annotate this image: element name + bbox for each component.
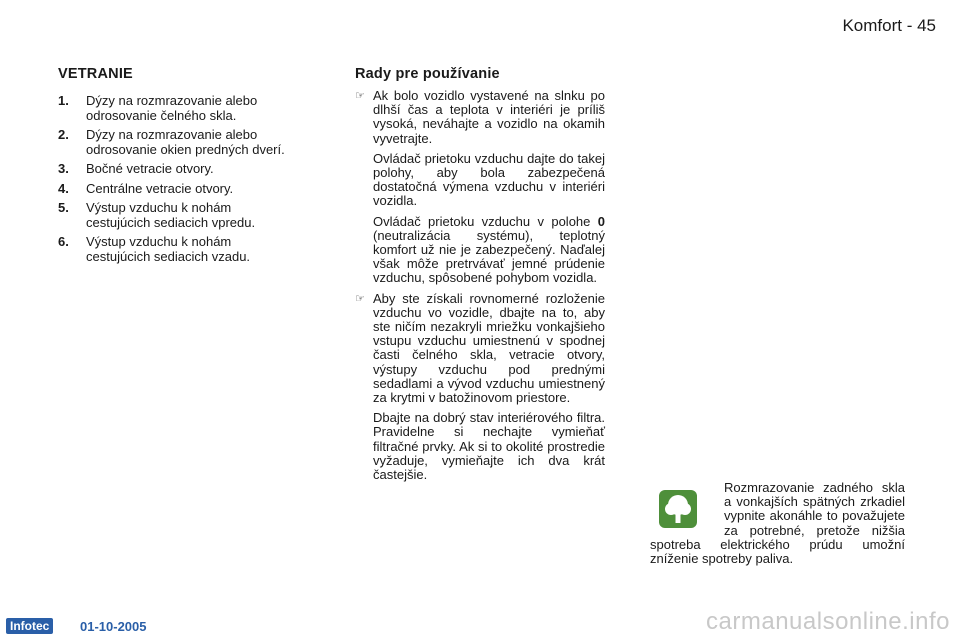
list-item (58, 182, 298, 197)
item-number: 4. (58, 180, 69, 196)
tip-item (355, 89, 605, 286)
tips-section (355, 89, 605, 488)
list-item (58, 235, 298, 264)
tip-paragraph: Ovládač prietoku vzduchu v polohe 0 (neutralizácia systému), teplotný komfort už nie je zabezpečený. Naďalej však môže pretrvávať jemné prúdenie vzduchu, spôsobené pohybom vozidla. (373, 213, 605, 286)
vetranie-heading: VETRANIE (58, 66, 133, 82)
list-item (58, 162, 298, 177)
item-number: 2. (58, 127, 69, 142)
item-number: 5. (58, 200, 69, 215)
neutral-position-value: 0 (597, 213, 605, 229)
rady-heading: Rady pre používanie (355, 66, 500, 82)
watermark: carmanualsonline.info (706, 608, 950, 635)
item-number: 1. (58, 93, 69, 108)
page-title: Komfort - 45 (842, 16, 936, 35)
infotec-logo: Infotec (6, 618, 53, 634)
tip-paragraph: Aby ste získali rovnomerné rozloženie vzduchu vo vozidle, dbajte na to, aby ste ničím nezakryli mriežku vonkajšieho vstupu vzduchu umiestnenú v spodnej časti čelného skla, vetracie otvory, výstupy vzduchu pod prednými sedadlami a vývod vzduchu umiestnený za krytmi v batožinovom priestore. (373, 290, 605, 406)
tip-item (355, 292, 605, 483)
edition-date: 01-10-2005 (80, 619, 147, 634)
list-item (58, 201, 298, 230)
item-number: 6. (58, 234, 69, 249)
eco-note (650, 481, 905, 566)
item-number: 3. (58, 161, 69, 176)
item-text: Výstup vzduchu k nohám cestujúcich sediacich vzadu. (86, 234, 251, 264)
tip-paragraph: Ak bolo vozidlo vystavené na slnku po dlhší čas a teplota v interiéri je príliš vysoká, neváhajte a vozidlo na okamih vyvetrajte. (373, 88, 605, 146)
tree-icon (658, 489, 698, 529)
tip-paragraph: Dbajte na dobrý stav interiérového filtra. Pravidelne si nechajte vymieňať filtračné prvky. Ak si to okolité prostredie vyžaduje, vymieňajte ich dva krát častejšie. (373, 410, 605, 483)
item-text: Dýzy na rozmrazovanie alebo odrosovanie čelného skla. (86, 93, 258, 123)
eco-note-text: Rozmrazovanie zadného skla a vonkajších spätných zrkadiel vypnite akonáhle to považujete za potrebné, pretože nižšia spotreba elektrického prúdu umožní zníženie spotreby paliva. (650, 480, 905, 567)
pointing-hand-icon: ☞ (355, 292, 365, 305)
list-item (58, 128, 298, 157)
item-text: Dýzy na rozmrazovanie alebo odrosovanie okien predných dverí. (86, 127, 285, 157)
list-item (58, 94, 298, 123)
item-text: Výstup vzduchu k nohám cestujúcich sediacich vpredu. (86, 200, 256, 230)
vetranie-list (58, 94, 298, 269)
pointing-hand-icon: ☞ (355, 90, 365, 102)
item-text: Centrálne vetracie otvory. (86, 180, 234, 196)
tip-paragraph: Ovládač prietoku vzduchu dajte do takej polohy, aby bola zabezpečená dostatočná výmena vzduchu v interiéri vozidla. (373, 150, 605, 209)
item-text: Bočné vetracie otvory. (86, 161, 214, 176)
